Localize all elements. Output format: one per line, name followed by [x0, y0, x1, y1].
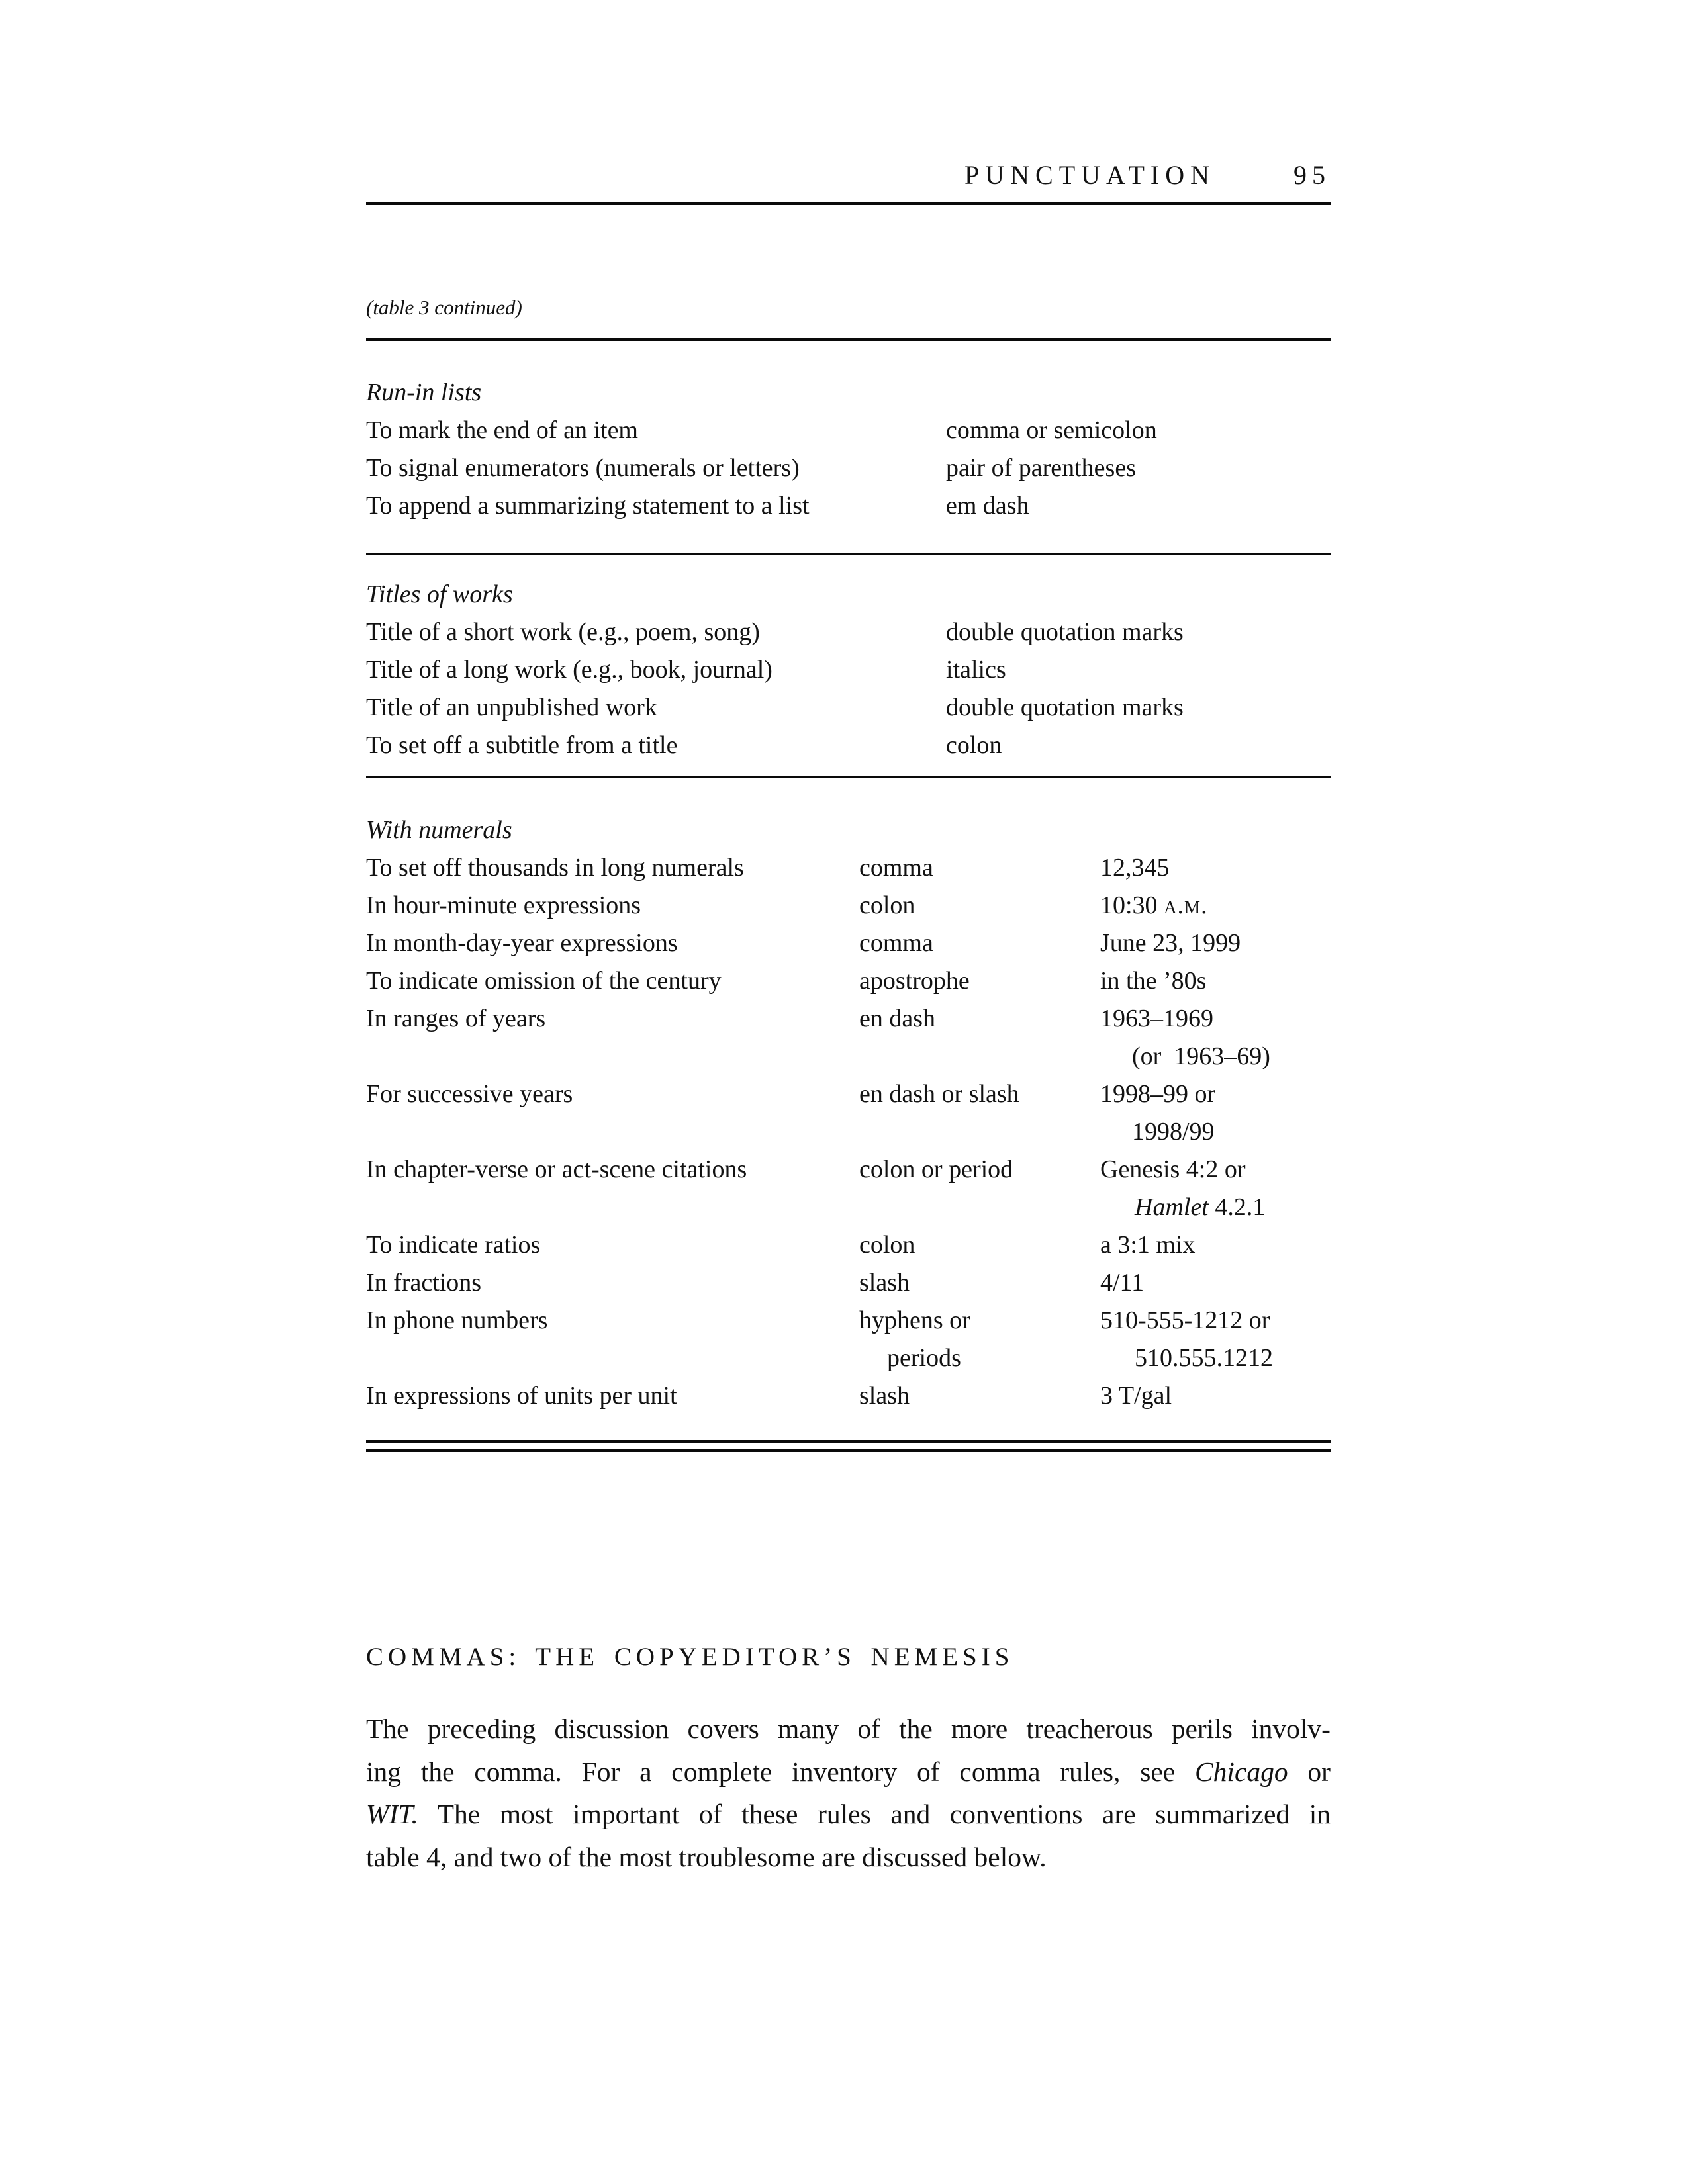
- cell-line: [859, 1226, 1100, 1264]
- text: To indicate ratios: [366, 1231, 541, 1259]
- purpose-cell: [366, 1151, 859, 1226]
- cell-line: [1100, 1302, 1331, 1340]
- cell-line: [859, 849, 1100, 887]
- cell-line: [366, 1264, 859, 1302]
- mark-cell: [859, 925, 1100, 962]
- cell-line: [366, 614, 946, 651]
- purpose-cell: [366, 1000, 859, 1075]
- text: To append a summarizing statement to a list: [366, 492, 810, 520]
- example-cell: [1100, 1151, 1331, 1226]
- table-section: [366, 555, 1331, 778]
- text: table 4, and two of the most troublesome are discussed below.: [366, 1841, 1047, 1872]
- cell-line: [859, 1151, 1100, 1189]
- example-cell: [1100, 1302, 1331, 1377]
- text: 4.2.1: [1208, 1193, 1266, 1221]
- paragraph-line: [366, 1836, 1331, 1879]
- mark-cell: [946, 727, 1331, 764]
- text: en dash or slash: [859, 1080, 1019, 1108]
- mark-cell: [946, 689, 1331, 727]
- cell-line: [1100, 1000, 1331, 1038]
- table-row: [366, 689, 1331, 727]
- text: or: [1288, 1756, 1331, 1787]
- mark-cell: [859, 1226, 1100, 1264]
- table-bottom-double-rule: [366, 1440, 1331, 1452]
- cell-line: [859, 887, 1100, 925]
- cell-line: [366, 925, 859, 962]
- table-row: [366, 1000, 1331, 1075]
- text-block: [366, 0, 1331, 1878]
- text: The most important of these rules and conventions are summarized in: [418, 1799, 1331, 1829]
- text: To indicate omission of the century: [366, 967, 722, 995]
- text: To set off thousands in long numerals: [366, 854, 744, 882]
- cell-line: [859, 1000, 1100, 1038]
- running-head-title: PUNCTUATION: [964, 160, 1215, 190]
- purpose-cell: [366, 1075, 859, 1151]
- cell-line: [859, 1377, 1100, 1415]
- cell-line: [859, 1302, 1100, 1340]
- cell-line: [366, 962, 859, 1000]
- table-row: [366, 1226, 1331, 1264]
- text: colon: [859, 1231, 915, 1259]
- italic-text: Hamlet: [1135, 1193, 1209, 1221]
- text: 3 T/gal: [1100, 1382, 1172, 1410]
- text: comma: [859, 854, 933, 882]
- mark-cell: [946, 651, 1331, 689]
- text: periods: [887, 1344, 961, 1372]
- cell-line: [946, 689, 1331, 727]
- cell-line: [366, 727, 946, 764]
- example-cell: [1100, 1226, 1331, 1264]
- mark-cell: [859, 1075, 1100, 1151]
- table-row: [366, 651, 1331, 689]
- text: In expressions of units per unit: [366, 1382, 677, 1410]
- running-head: [366, 161, 1331, 190]
- cell-line: [946, 487, 1331, 525]
- text: In month-day-year expressions: [366, 929, 678, 957]
- text: pair of parentheses: [946, 454, 1136, 482]
- text: 10:30: [1100, 891, 1164, 919]
- text: In fractions: [366, 1269, 482, 1297]
- example-cell: [1100, 849, 1331, 887]
- cell-line: [1100, 1113, 1331, 1151]
- text: in the ’80s: [1100, 967, 1207, 995]
- text: Title of a short work (e.g., poem, song): [366, 618, 760, 646]
- mark-cell: [946, 487, 1331, 525]
- mark-cell: [859, 1302, 1100, 1377]
- cell-line: [946, 449, 1331, 487]
- purpose-cell: [366, 727, 946, 764]
- text: em dash: [946, 492, 1029, 520]
- cell-line: [366, 689, 946, 727]
- text: In phone numbers: [366, 1306, 548, 1334]
- cell-line: [1100, 849, 1331, 887]
- table-row: [366, 449, 1331, 487]
- mark-cell: [859, 1151, 1100, 1226]
- table-row: [366, 1264, 1331, 1302]
- cell-line: [366, 1075, 859, 1113]
- mark-cell: [859, 1264, 1100, 1302]
- example-cell: [1100, 1000, 1331, 1075]
- mark-cell: [859, 1000, 1100, 1075]
- table-row: [366, 1075, 1331, 1151]
- text: 510-555-1212 or: [1100, 1306, 1270, 1334]
- cell-line: [946, 727, 1331, 764]
- cell-line: [1100, 1075, 1331, 1113]
- mark-cell: [946, 412, 1331, 449]
- text: In hour-minute expressions: [366, 891, 641, 919]
- cell-line: [1100, 1151, 1331, 1189]
- paragraph-line: [366, 1751, 1331, 1794]
- mark-cell: [859, 887, 1100, 925]
- purpose-cell: [366, 925, 859, 962]
- text: comma: [859, 929, 933, 957]
- cell-line: [1100, 1377, 1331, 1415]
- table-row: [366, 1302, 1331, 1377]
- cell-line: [366, 887, 859, 925]
- cell-line: [366, 449, 946, 487]
- purpose-cell: [366, 1226, 859, 1264]
- paragraph-line: [366, 1707, 1331, 1751]
- text: (or 1963–69): [1132, 1042, 1270, 1070]
- cell-line: [366, 1377, 859, 1415]
- text: comma or semicolon: [946, 416, 1157, 444]
- table-row: [366, 727, 1331, 764]
- table-row: [366, 925, 1331, 962]
- purpose-cell: [366, 412, 946, 449]
- cell-line: [946, 412, 1331, 449]
- cell-line: [1100, 1340, 1331, 1377]
- purpose-cell: [366, 689, 946, 727]
- text: colon or period: [859, 1156, 1013, 1183]
- mark-cell: [946, 449, 1331, 487]
- table-continued-note: (table 3 continued): [366, 296, 522, 319]
- text: a 3:1 mix: [1100, 1231, 1196, 1259]
- purpose-cell: [366, 449, 946, 487]
- table-row: [366, 962, 1331, 1000]
- cell-line: [859, 1075, 1100, 1113]
- text: italics: [946, 656, 1006, 684]
- table-section: [366, 341, 1331, 555]
- body-paragraph: [366, 1707, 1331, 1878]
- cell-line: [1100, 1264, 1331, 1302]
- table-section-title: With numerals: [366, 816, 512, 844]
- table-section-title: Titles of works: [366, 580, 513, 608]
- table-row: [366, 412, 1331, 449]
- example-cell: [1100, 925, 1331, 962]
- text: apostrophe: [859, 967, 970, 995]
- text: To set off a subtitle from a title: [366, 731, 678, 759]
- example-cell: [1100, 1377, 1331, 1415]
- cell-line: [1100, 1189, 1331, 1226]
- italic-text: WIT.: [366, 1799, 418, 1829]
- text: colon: [946, 731, 1002, 759]
- cell-line: [366, 487, 946, 525]
- cell-line: [1100, 962, 1331, 1000]
- cell-line: [366, 651, 946, 689]
- mark-cell: [946, 614, 1331, 651]
- table-section: [366, 778, 1331, 1440]
- text: 1998/99: [1132, 1118, 1215, 1146]
- purpose-cell: [366, 962, 859, 1000]
- text: Title of an unpublished work: [366, 694, 657, 721]
- table-row: [366, 614, 1331, 651]
- table-row: [366, 1377, 1331, 1415]
- example-cell: [1100, 1264, 1331, 1302]
- cell-line: [1100, 925, 1331, 962]
- purpose-cell: [366, 651, 946, 689]
- text: ing the comma. For a complete inventory of comma rules, see: [366, 1756, 1195, 1787]
- table-section-title: Run-in lists: [366, 379, 482, 406]
- cell-line: [366, 1226, 859, 1264]
- purpose-cell: [366, 1377, 859, 1415]
- cell-line: [366, 1000, 859, 1038]
- text: Title of a long work (e.g., book, journal): [366, 656, 773, 684]
- text: To mark the end of an item: [366, 416, 638, 444]
- text: slash: [859, 1269, 910, 1297]
- text: To signal enumerators (numerals or letters): [366, 454, 800, 482]
- cell-line: [366, 412, 946, 449]
- text: 4/11: [1100, 1269, 1145, 1297]
- text: In ranges of years: [366, 1005, 546, 1032]
- purpose-cell: [366, 1264, 859, 1302]
- text: 1963–1969: [1100, 1005, 1213, 1032]
- text: 12,345: [1100, 854, 1170, 882]
- text: Genesis 4:2 or: [1100, 1156, 1246, 1183]
- purpose-cell: [366, 1302, 859, 1377]
- text: en dash: [859, 1005, 936, 1032]
- cell-line: [946, 614, 1331, 651]
- text: slash: [859, 1382, 910, 1410]
- cell-line: [366, 1151, 859, 1189]
- section-heading: COMMAS: THE COPYEDITOR’S NEMESIS: [366, 1643, 1014, 1671]
- cell-line: [859, 1264, 1100, 1302]
- text: In chapter-verse or act-scene citations: [366, 1156, 747, 1183]
- text: 1998–99 or: [1100, 1080, 1216, 1108]
- running-head-rule: [366, 202, 1331, 205]
- cell-line: [859, 962, 1100, 1000]
- page-number: 95: [1293, 160, 1331, 190]
- cell-line: [859, 925, 1100, 962]
- table-row: [366, 487, 1331, 525]
- purpose-cell: [366, 487, 946, 525]
- text: 510.555.1212: [1135, 1344, 1273, 1372]
- cell-line: [1100, 887, 1331, 925]
- cell-line: [859, 1340, 1100, 1377]
- text: For successive years: [366, 1080, 573, 1108]
- cell-line: [1100, 1038, 1331, 1075]
- text: The preceding discussion covers many of the more treacherous perils involv-: [366, 1713, 1331, 1744]
- italic-text: Chicago: [1194, 1756, 1288, 1787]
- paragraph-line: [366, 1793, 1331, 1836]
- mark-cell: [859, 1377, 1100, 1415]
- text: June 23, 1999: [1100, 929, 1241, 957]
- table-row: [366, 849, 1331, 887]
- cell-line: [946, 651, 1331, 689]
- text: colon: [859, 891, 915, 919]
- punctuation-table: [366, 341, 1331, 1440]
- text: double quotation marks: [946, 618, 1184, 646]
- table-row: [366, 887, 1331, 925]
- mark-cell: [859, 849, 1100, 887]
- mark-cell: [859, 962, 1100, 1000]
- example-cell: [1100, 1075, 1331, 1151]
- purpose-cell: [366, 887, 859, 925]
- purpose-cell: [366, 849, 859, 887]
- cell-line: [1100, 1226, 1331, 1264]
- text: hyphens or: [859, 1306, 970, 1334]
- small-caps-text: a.m.: [1164, 891, 1208, 919]
- table-row: [366, 1151, 1331, 1226]
- cell-line: [366, 1302, 859, 1340]
- text: double quotation marks: [946, 694, 1184, 721]
- example-cell: [1100, 887, 1331, 925]
- purpose-cell: [366, 614, 946, 651]
- example-cell: [1100, 962, 1331, 1000]
- cell-line: [366, 849, 859, 887]
